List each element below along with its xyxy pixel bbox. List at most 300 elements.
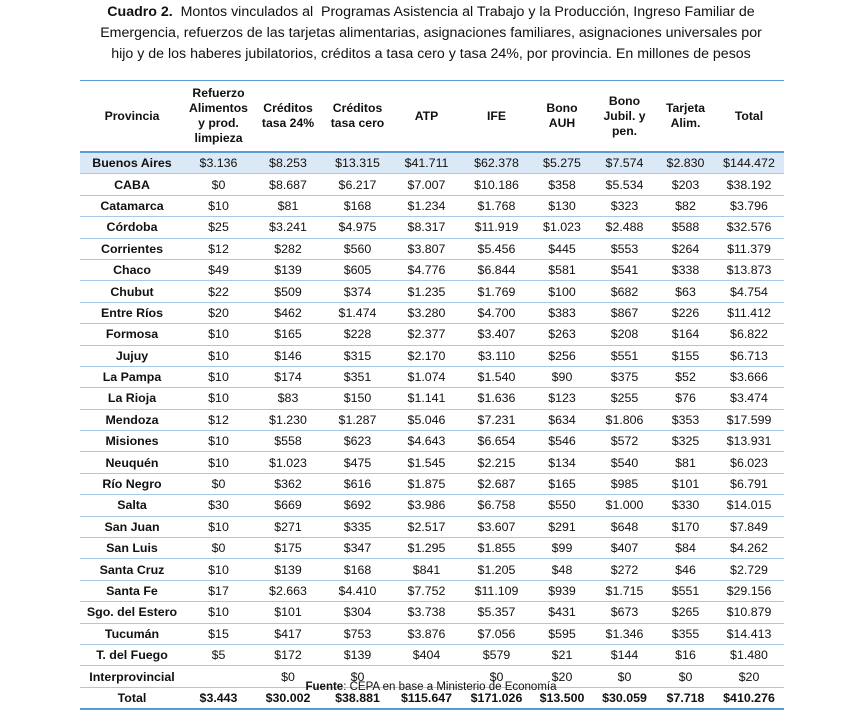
cell-tarjeta: $203	[657, 174, 714, 195]
cell-bono-jubil: $5.534	[592, 174, 657, 195]
cell-provincia: Salta	[80, 495, 184, 516]
caption-line-1	[0, 2, 862, 23]
cell-creditos-24: $669	[253, 495, 323, 516]
header-creditos-cero: Créditos tasa cero	[323, 81, 392, 153]
cell-tarjeta: $76	[657, 388, 714, 409]
cell-creditos-24: $146	[253, 345, 323, 366]
cell-bono-auh: $21	[532, 644, 592, 665]
cell-provincia: Chaco	[80, 259, 184, 280]
cell-tarjeta: $84	[657, 538, 714, 559]
cell-creditos-cero: $605	[323, 259, 392, 280]
table-row	[80, 409, 784, 430]
cell-creditos-24: $81	[253, 195, 323, 216]
cell-bono-jubil: $541	[592, 259, 657, 280]
cell-refuerzo: $10	[184, 602, 253, 623]
cell-creditos-cero: $1.474	[323, 302, 392, 323]
cell-bono-jubil: $553	[592, 238, 657, 259]
source-note	[0, 681, 862, 693]
cell-refuerzo: $0	[184, 538, 253, 559]
cell-atp: $3.876	[392, 623, 461, 644]
table-row	[80, 495, 784, 516]
cell-creditos-cero: $315	[323, 345, 392, 366]
cell-bono-auh: $546	[532, 431, 592, 452]
cell-total: $10.879	[714, 602, 784, 623]
cell-tarjeta: $264	[657, 238, 714, 259]
cell-creditos-24: $509	[253, 281, 323, 302]
cell-bono-auh: $445	[532, 238, 592, 259]
cell-provincia: Río Negro	[80, 473, 184, 494]
cell-tarjeta: $265	[657, 602, 714, 623]
cell-provincia: Corrientes	[80, 238, 184, 259]
cell-creditos-cero: $139	[323, 644, 392, 665]
cell-refuerzo: $10	[184, 366, 253, 387]
source-label: Fuente	[305, 681, 344, 693]
cell-total: $7.849	[714, 516, 784, 537]
table-row	[80, 195, 784, 216]
cell-provincia: T. del Fuego	[80, 644, 184, 665]
cell-creditos-24: $175	[253, 538, 323, 559]
cell-atp: $1.295	[392, 538, 461, 559]
cell-refuerzo: $20	[184, 302, 253, 323]
table-row	[80, 452, 784, 473]
cell-bono-auh: $263	[532, 324, 592, 345]
cell-total: $3.474	[714, 388, 784, 409]
cell-provincia: Santa Cruz	[80, 559, 184, 580]
cell-ife: $5.357	[461, 602, 532, 623]
cell-provincia: Jujuy	[80, 345, 184, 366]
cell-creditos-cero: $347	[323, 538, 392, 559]
cell-creditos-cero: $374	[323, 281, 392, 302]
cell-ife: $1.636	[461, 388, 532, 409]
cell-creditos-24: $282	[253, 238, 323, 259]
header-ife: IFE	[461, 81, 532, 153]
cell-tarjeta: $226	[657, 302, 714, 323]
cell-refuerzo: $12	[184, 409, 253, 430]
table-row	[80, 217, 784, 238]
cell-tarjeta: $170	[657, 516, 714, 537]
table-row	[80, 580, 784, 601]
cell-total: $3.796	[714, 195, 784, 216]
cell-total: $32.576	[714, 217, 784, 238]
total-bono-jubil: $30.059	[592, 687, 657, 709]
header-refuerzo: Refuerzo Alimentos y prod. limpieza	[184, 81, 253, 153]
cell-creditos-24: $101	[253, 602, 323, 623]
cell-creditos-cero: $6.217	[323, 174, 392, 195]
cell-bono-jubil: $1.806	[592, 409, 657, 430]
cell-bono-jubil: $648	[592, 516, 657, 537]
cell-creditos-cero: $692	[323, 495, 392, 516]
table-row	[80, 281, 784, 302]
cell-ife: $6.844	[461, 259, 532, 280]
cell-creditos-24: $8.687	[253, 174, 323, 195]
cell-atp: $5.046	[392, 409, 461, 430]
cell-bono-auh: $20	[532, 666, 592, 687]
cell-tarjeta: $52	[657, 366, 714, 387]
cell-total: $29.156	[714, 580, 784, 601]
cell-ife: $7.231	[461, 409, 532, 430]
cell-bono-jubil: $144	[592, 644, 657, 665]
cell-bono-auh: $550	[532, 495, 592, 516]
cell-bono-auh: $90	[532, 366, 592, 387]
cell-provincia: Mendoza	[80, 409, 184, 430]
cell-ife: $3.407	[461, 324, 532, 345]
cell-creditos-24: $0	[253, 666, 323, 687]
table-row	[80, 174, 784, 195]
table-row	[80, 473, 784, 494]
table-row	[80, 538, 784, 559]
cell-bono-jubil: $0	[592, 666, 657, 687]
cell-creditos-cero: $475	[323, 452, 392, 473]
cell-ife: $3.607	[461, 516, 532, 537]
cell-bono-jubil: $272	[592, 559, 657, 580]
cell-provincia: Tucumán	[80, 623, 184, 644]
cell-creditos-cero: $4.975	[323, 217, 392, 238]
cell-total: $11.379	[714, 238, 784, 259]
cell-tarjeta: $353	[657, 409, 714, 430]
cell-refuerzo: $49	[184, 259, 253, 280]
header-bono-auh: Bono AUH	[532, 81, 592, 153]
cell-bono-auh: $99	[532, 538, 592, 559]
cell-atp: $1.545	[392, 452, 461, 473]
cell-refuerzo: $10	[184, 195, 253, 216]
cell-creditos-cero: $560	[323, 238, 392, 259]
cell-atp: $7.752	[392, 580, 461, 601]
cell-bono-jubil: $540	[592, 452, 657, 473]
cell-provincia: Entre Ríos	[80, 302, 184, 323]
cell-bono-auh: $595	[532, 623, 592, 644]
cell-ife: $2.215	[461, 452, 532, 473]
cell-bono-auh: $165	[532, 473, 592, 494]
cell-creditos-cero: $351	[323, 366, 392, 387]
caption-text-1: Montos vinculados al Programas Asistencia al Trabajo y la Producción, Ingreso Familiar de	[172, 4, 755, 20]
caption-label: Cuadro 2.	[107, 4, 173, 20]
cell-tarjeta: $81	[657, 452, 714, 473]
cell-creditos-24: $558	[253, 431, 323, 452]
table-row	[80, 259, 784, 280]
cell-refuerzo: $17	[184, 580, 253, 601]
cell-creditos-24: $2.663	[253, 580, 323, 601]
cell-creditos-cero: $753	[323, 623, 392, 644]
table-row	[80, 623, 784, 644]
cell-bono-jubil: $2.488	[592, 217, 657, 238]
cell-tarjeta: $355	[657, 623, 714, 644]
cell-tarjeta: $82	[657, 195, 714, 216]
cell-tarjeta: $330	[657, 495, 714, 516]
cell-atp: $1.875	[392, 473, 461, 494]
cell-total: $4.262	[714, 538, 784, 559]
cell-tarjeta: $325	[657, 431, 714, 452]
cell-ife: $2.687	[461, 473, 532, 494]
cell-bono-auh: $123	[532, 388, 592, 409]
cell-bono-auh: $634	[532, 409, 592, 430]
cell-creditos-cero: $228	[323, 324, 392, 345]
cell-provincia: La Rioja	[80, 388, 184, 409]
cell-ife: $579	[461, 644, 532, 665]
cell-tarjeta: $63	[657, 281, 714, 302]
cell-atp: $1.234	[392, 195, 461, 216]
cell-bono-jubil: $985	[592, 473, 657, 494]
cell-creditos-cero: $168	[323, 195, 392, 216]
caption-line-3: hijo y de los haberes jubilatorios, créditos a tasa cero y tasa 24%, por provincia. En millones de pesos	[111, 46, 751, 62]
cell-ife: $1.855	[461, 538, 532, 559]
cell-atp: $404	[392, 644, 461, 665]
total-provincia: Total	[80, 687, 184, 709]
header-row	[80, 81, 784, 153]
total-creditos-24: $30.002	[253, 687, 323, 709]
total-ife: $171.026	[461, 687, 532, 709]
cell-bono-auh: $581	[532, 259, 592, 280]
cell-provincia: La Pampa	[80, 366, 184, 387]
table-row	[80, 152, 784, 174]
header-total: Total	[714, 81, 784, 153]
cell-atp: $1.235	[392, 281, 461, 302]
cell-ife: $62.378	[461, 152, 532, 174]
cell-tarjeta: $155	[657, 345, 714, 366]
cell-bono-auh: $1.023	[532, 217, 592, 238]
cell-bono-auh: $939	[532, 580, 592, 601]
cell-bono-jubil: $682	[592, 281, 657, 302]
cell-provincia: San Juan	[80, 516, 184, 537]
cell-bono-jubil: $1.346	[592, 623, 657, 644]
cell-atp: $2.377	[392, 324, 461, 345]
cell-total: $13.873	[714, 259, 784, 280]
cell-atp: $1.141	[392, 388, 461, 409]
cell-bono-auh: $431	[532, 602, 592, 623]
data-table	[80, 80, 784, 710]
cell-ife: $11.109	[461, 580, 532, 601]
cell-ife: $6.654	[461, 431, 532, 452]
cell-total: $20	[714, 666, 784, 687]
total-bono-auh: $13.500	[532, 687, 592, 709]
table-row	[80, 238, 784, 259]
header-bono-jubil: Bono Jubil. y pen.	[592, 81, 657, 153]
cell-creditos-cero: $304	[323, 602, 392, 623]
table-row	[80, 516, 784, 537]
cell-refuerzo: $10	[184, 388, 253, 409]
cell-refuerzo: $5	[184, 644, 253, 665]
cell-bono-auh: $130	[532, 195, 592, 216]
cell-atp: $4.643	[392, 431, 461, 452]
cell-bono-jubil: $1.715	[592, 580, 657, 601]
table-row	[80, 559, 784, 580]
cell-atp: $41.711	[392, 152, 461, 174]
cell-provincia: Buenos Aires	[80, 152, 184, 174]
cell-total: $2.729	[714, 559, 784, 580]
cell-bono-jubil: $867	[592, 302, 657, 323]
cell-bono-auh: $48	[532, 559, 592, 580]
cell-bono-jubil: $7.574	[592, 152, 657, 174]
caption-line-2: Emergencia, refuerzos de las tarjetas alimentarias, asignaciones familiares, asignaciones universales por	[100, 25, 762, 41]
cell-creditos-cero: $4.410	[323, 580, 392, 601]
cell-tarjeta: $101	[657, 473, 714, 494]
cell-total: $14.015	[714, 495, 784, 516]
cell-bono-auh: $383	[532, 302, 592, 323]
cell-bono-jubil: $551	[592, 345, 657, 366]
cell-bono-auh: $100	[532, 281, 592, 302]
cell-bono-jubil: $1.000	[592, 495, 657, 516]
table-row	[80, 324, 784, 345]
cell-creditos-24: $174	[253, 366, 323, 387]
cell-bono-jubil: $572	[592, 431, 657, 452]
cell-bono-jubil: $375	[592, 366, 657, 387]
cell-refuerzo: $15	[184, 623, 253, 644]
cell-refuerzo: $10	[184, 324, 253, 345]
cell-total: $6.791	[714, 473, 784, 494]
cell-ife: $11.919	[461, 217, 532, 238]
cell-atp: $8.317	[392, 217, 461, 238]
cell-provincia: Formosa	[80, 324, 184, 345]
cell-provincia: Sgo. del Estero	[80, 602, 184, 623]
cell-ife: $5.456	[461, 238, 532, 259]
cell-bono-jubil: $323	[592, 195, 657, 216]
table-caption	[0, 2, 862, 65]
total-creditos-cero: $38.881	[323, 687, 392, 709]
cell-refuerzo: $25	[184, 217, 253, 238]
table-row	[80, 345, 784, 366]
cell-creditos-cero: $1.287	[323, 409, 392, 430]
cell-creditos-cero: $616	[323, 473, 392, 494]
cell-refuerzo: $30	[184, 495, 253, 516]
cell-refuerzo: $0	[184, 174, 253, 195]
cell-tarjeta: $16	[657, 644, 714, 665]
cell-total: $14.413	[714, 623, 784, 644]
cell-tarjeta: $338	[657, 259, 714, 280]
cell-total: $4.754	[714, 281, 784, 302]
cell-tarjeta: $46	[657, 559, 714, 580]
table-row	[80, 431, 784, 452]
cell-creditos-24: $139	[253, 559, 323, 580]
cell-provincia: CABA	[80, 174, 184, 195]
cell-refuerzo: $0	[184, 473, 253, 494]
cell-creditos-24: $172	[253, 644, 323, 665]
cell-provincia: Catamarca	[80, 195, 184, 216]
cell-ife: $1.205	[461, 559, 532, 580]
cell-refuerzo: $10	[184, 431, 253, 452]
cell-total: $13.931	[714, 431, 784, 452]
cell-atp: $2.517	[392, 516, 461, 537]
cell-creditos-cero: $150	[323, 388, 392, 409]
cell-refuerzo: $12	[184, 238, 253, 259]
cell-tarjeta: $551	[657, 580, 714, 601]
cell-refuerzo: $10	[184, 516, 253, 537]
cell-refuerzo: $10	[184, 559, 253, 580]
cell-creditos-cero: $335	[323, 516, 392, 537]
cell-atp: $7.007	[392, 174, 461, 195]
cell-creditos-cero: $0	[323, 666, 392, 687]
cell-total: $17.599	[714, 409, 784, 430]
cell-ife: $1.769	[461, 281, 532, 302]
cell-atp: $1.074	[392, 366, 461, 387]
table-row	[80, 388, 784, 409]
cell-creditos-24: $8.253	[253, 152, 323, 174]
cell-tarjeta: $588	[657, 217, 714, 238]
cell-total: $38.192	[714, 174, 784, 195]
table-row	[80, 644, 784, 665]
cell-bono-auh: $134	[532, 452, 592, 473]
cell-total: $11.412	[714, 302, 784, 323]
cell-refuerzo: $10	[184, 345, 253, 366]
cell-bono-jubil: $673	[592, 602, 657, 623]
cell-refuerzo: $3.136	[184, 152, 253, 174]
cell-atp: $841	[392, 559, 461, 580]
header-atp: ATP	[392, 81, 461, 153]
table-row	[80, 302, 784, 323]
cell-bono-auh: $358	[532, 174, 592, 195]
cell-atp: $4.776	[392, 259, 461, 280]
cell-creditos-cero: $13.315	[323, 152, 392, 174]
cell-total: $6.023	[714, 452, 784, 473]
cell-ife: $3.110	[461, 345, 532, 366]
cell-total: $144.472	[714, 152, 784, 174]
total-atp: $115.647	[392, 687, 461, 709]
cell-creditos-24: $417	[253, 623, 323, 644]
header-tarjeta: Tarjeta Alim.	[657, 81, 714, 153]
table-body	[80, 152, 784, 709]
total-refuerzo: $3.443	[184, 687, 253, 709]
cell-atp: $3.986	[392, 495, 461, 516]
cell-provincia: Santa Fe	[80, 580, 184, 601]
cell-refuerzo: $22	[184, 281, 253, 302]
total-tarjeta: $7.718	[657, 687, 714, 709]
cell-bono-auh: $256	[532, 345, 592, 366]
cell-ife: $1.768	[461, 195, 532, 216]
cell-provincia: San Luis	[80, 538, 184, 559]
cell-tarjeta: $0	[657, 666, 714, 687]
cell-tarjeta: $164	[657, 324, 714, 345]
cell-ife: $1.540	[461, 366, 532, 387]
cell-creditos-24: $362	[253, 473, 323, 494]
cell-ife: $0	[461, 666, 532, 687]
cell-creditos-24: $83	[253, 388, 323, 409]
cell-refuerzo: $10	[184, 452, 253, 473]
cell-bono-jubil: $208	[592, 324, 657, 345]
cell-provincia: Neuquén	[80, 452, 184, 473]
cell-total: $3.666	[714, 366, 784, 387]
cell-total: $6.822	[714, 324, 784, 345]
cell-creditos-24: $139	[253, 259, 323, 280]
cell-total: $1.480	[714, 644, 784, 665]
cell-bono-auh: $291	[532, 516, 592, 537]
cell-creditos-24: $271	[253, 516, 323, 537]
cell-creditos-24: $1.230	[253, 409, 323, 430]
total-total: $410.276	[714, 687, 784, 709]
cell-creditos-24: $165	[253, 324, 323, 345]
cell-creditos-cero: $168	[323, 559, 392, 580]
table-row	[80, 602, 784, 623]
cell-bono-auh: $5.275	[532, 152, 592, 174]
cell-ife: $6.758	[461, 495, 532, 516]
cell-atp: $2.170	[392, 345, 461, 366]
cell-creditos-24: $462	[253, 302, 323, 323]
cell-provincia: Córdoba	[80, 217, 184, 238]
cell-atp: $3.280	[392, 302, 461, 323]
header-provincia: Provincia	[80, 81, 184, 153]
cell-bono-jubil: $407	[592, 538, 657, 559]
cell-ife: $10.186	[461, 174, 532, 195]
cell-creditos-cero: $623	[323, 431, 392, 452]
cell-total: $6.713	[714, 345, 784, 366]
cell-ife: $4.700	[461, 302, 532, 323]
cell-atp: $3.807	[392, 238, 461, 259]
cell-creditos-24: $3.241	[253, 217, 323, 238]
cell-bono-jubil: $255	[592, 388, 657, 409]
cell-provincia: Interprovincial	[80, 666, 184, 687]
cell-provincia: Chubut	[80, 281, 184, 302]
source-text: : CEPA en base a Ministerio de Economía	[343, 681, 557, 693]
cell-tarjeta: $2.830	[657, 152, 714, 174]
cell-creditos-24: $1.023	[253, 452, 323, 473]
header-creditos-24: Créditos tasa 24%	[253, 81, 323, 153]
